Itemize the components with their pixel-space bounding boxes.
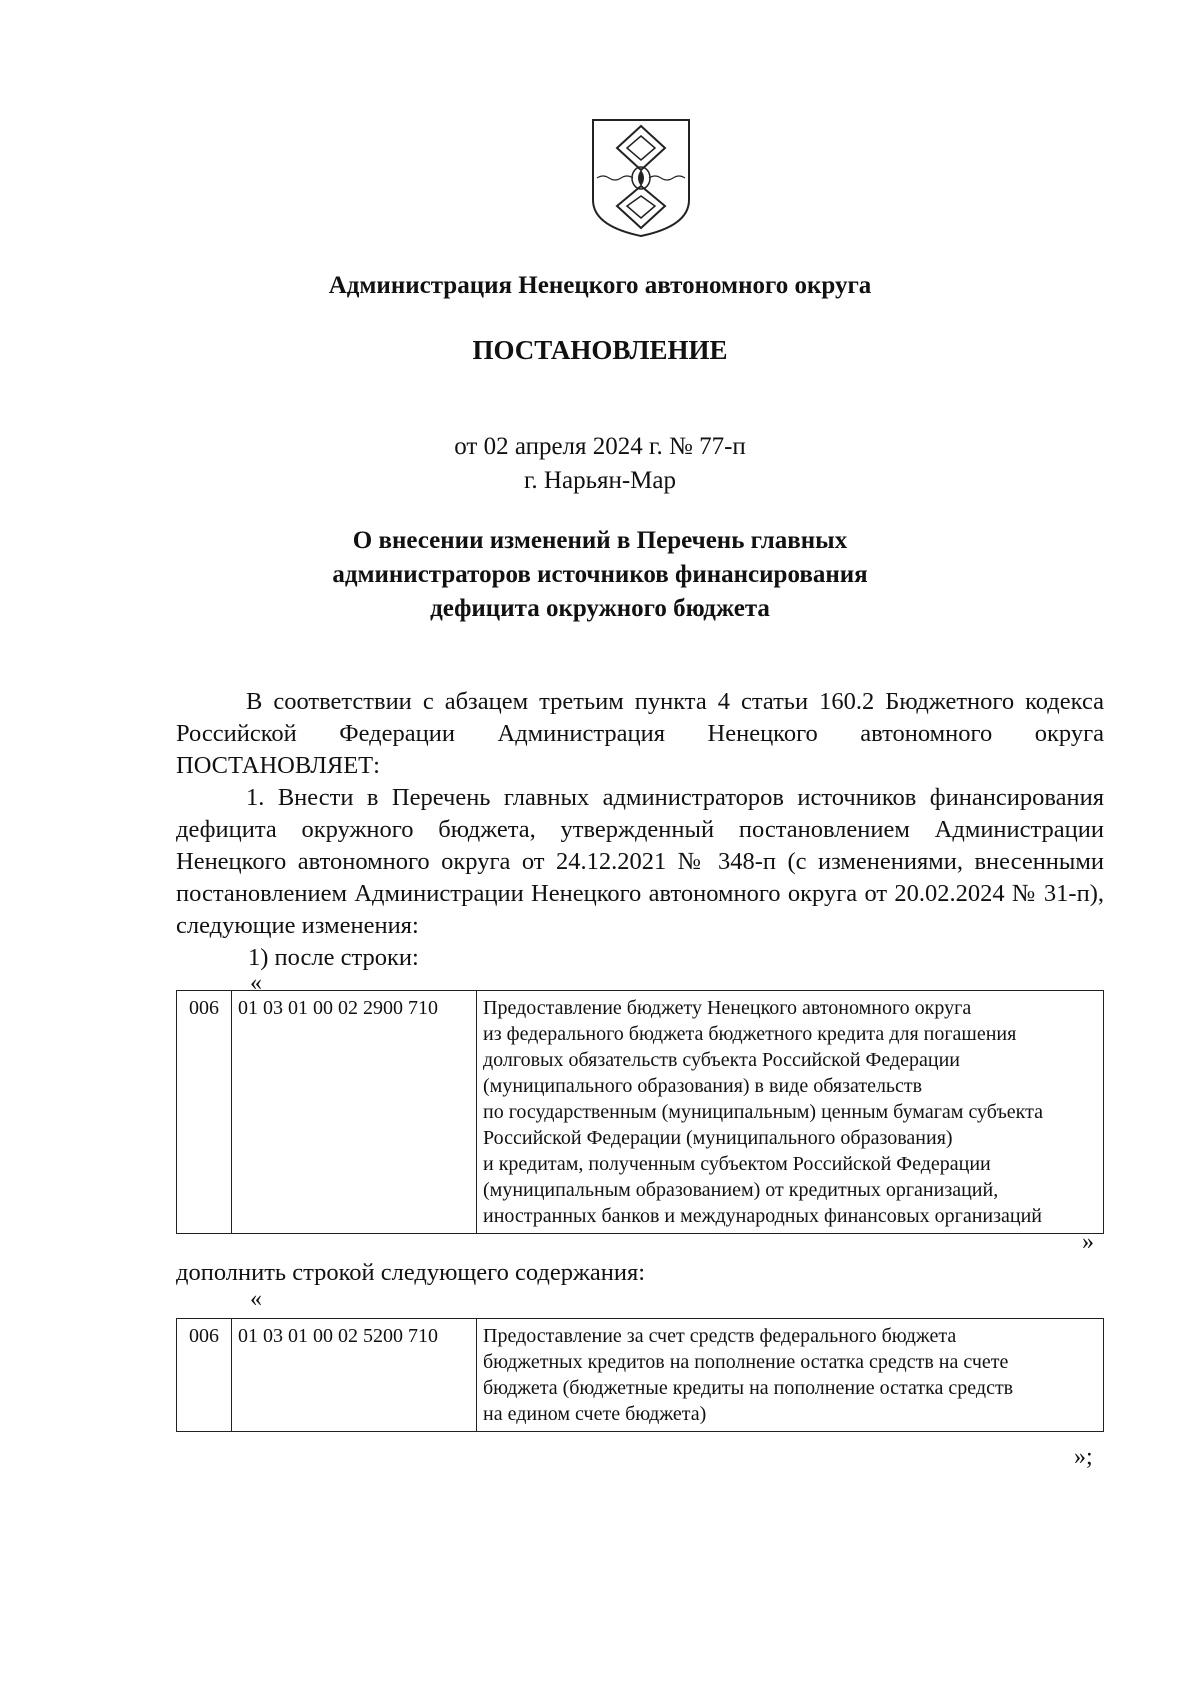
description-line: долговых обязательств субъекта Российской Федерации <box>483 1049 960 1071</box>
quote-close-final: »; <box>1074 1444 1093 1470</box>
document-subject <box>0 524 1200 626</box>
description-line: из федерального бюджета бюджетного кредита для погашения <box>483 1023 1017 1045</box>
description-line: на едином счете бюджета) <box>483 1403 707 1425</box>
subitem-1: 1) после строки: <box>248 944 419 971</box>
description-line: (муниципального образования) в виде обязательств <box>483 1075 923 1097</box>
admin-code-cell: 006 <box>177 1319 232 1432</box>
description-line: Российской Федерации (муниципального образования) <box>483 1127 953 1149</box>
date-block <box>0 430 1200 498</box>
description-line: бюджетных кредитов на пополнение остатка средств на счете <box>483 1351 1009 1373</box>
description-line: и кредитам, полученным субъектом Российской Федерации <box>483 1153 991 1175</box>
admin-code-cell: 006 <box>177 991 232 1234</box>
quote-open-1: « <box>250 970 262 996</box>
description-line: Предоставление бюджету Ненецкого автономного округа <box>483 997 972 1019</box>
description-line: Предоставление за счет средств федерального бюджета <box>483 1325 957 1347</box>
organization-name: Администрация Ненецкого автономного округа <box>328 272 872 299</box>
coat-of-arms-emblem <box>589 116 693 238</box>
description-line: по государственным (муниципальным) ценным бумагам субъекта <box>483 1101 1043 1123</box>
document-type: ПОСТАНОВЛЕНИЕ <box>472 335 728 365</box>
city: г. Нарьян-Мар <box>523 467 676 494</box>
table-existing-row <box>176 990 1104 1234</box>
subject-line-1: О внесении изменений в Перечень главных <box>352 527 848 554</box>
quote-close-1: » <box>1082 1229 1094 1255</box>
description-line: бюджета (бюджетные кредиты на пополнение остатка средств <box>483 1377 1014 1399</box>
resolves-word: ПОСТАНОВЛЯЕТ: <box>176 752 380 779</box>
description-cell <box>477 1319 1104 1432</box>
description-line: иностранных банков и международных финансовых организаций <box>483 1205 1043 1227</box>
kbk-code-cell: 01 03 01 00 02 5200 710 <box>232 1319 477 1432</box>
preamble-paragraph: В соответствии с абзацем третьим пункта 4 статьи 160.2 Бюджетного кодекса Российской Федерации Администрация Ненецкого автономного округа <box>176 688 1104 747</box>
table-new-row <box>176 1318 1104 1432</box>
description-cell <box>477 991 1104 1234</box>
table-row <box>177 991 1104 1234</box>
date-line: от 02 апреля 2024 г. № 77-п <box>454 433 746 460</box>
subject-line-2: администраторов источников финансирования <box>332 561 868 588</box>
quote-open-2: « <box>250 1286 262 1312</box>
description-line: (муниципальным образованием) от кредитных организаций, <box>483 1179 999 1201</box>
table-row <box>177 1319 1104 1432</box>
supplement-text: дополнить строкой следующего содержания: <box>176 1259 646 1286</box>
item-1-paragraph: 1. Внести в Перечень главных администраторов источников финансирования дефицита окружного бюджета, утвержденный постановлением Администрации Ненецкого автономного округа от 24.12.2021 № 348-п (с изменениями, внесенными постановлением Администрации Ненецкого автономного округа от 20.02.2024 № 31-п), следующие изменения: <box>176 784 1104 939</box>
kbk-code-cell: 01 03 01 00 02 2900 710 <box>232 991 477 1234</box>
subject-line-3: дефицита окружного бюджета <box>430 595 770 622</box>
